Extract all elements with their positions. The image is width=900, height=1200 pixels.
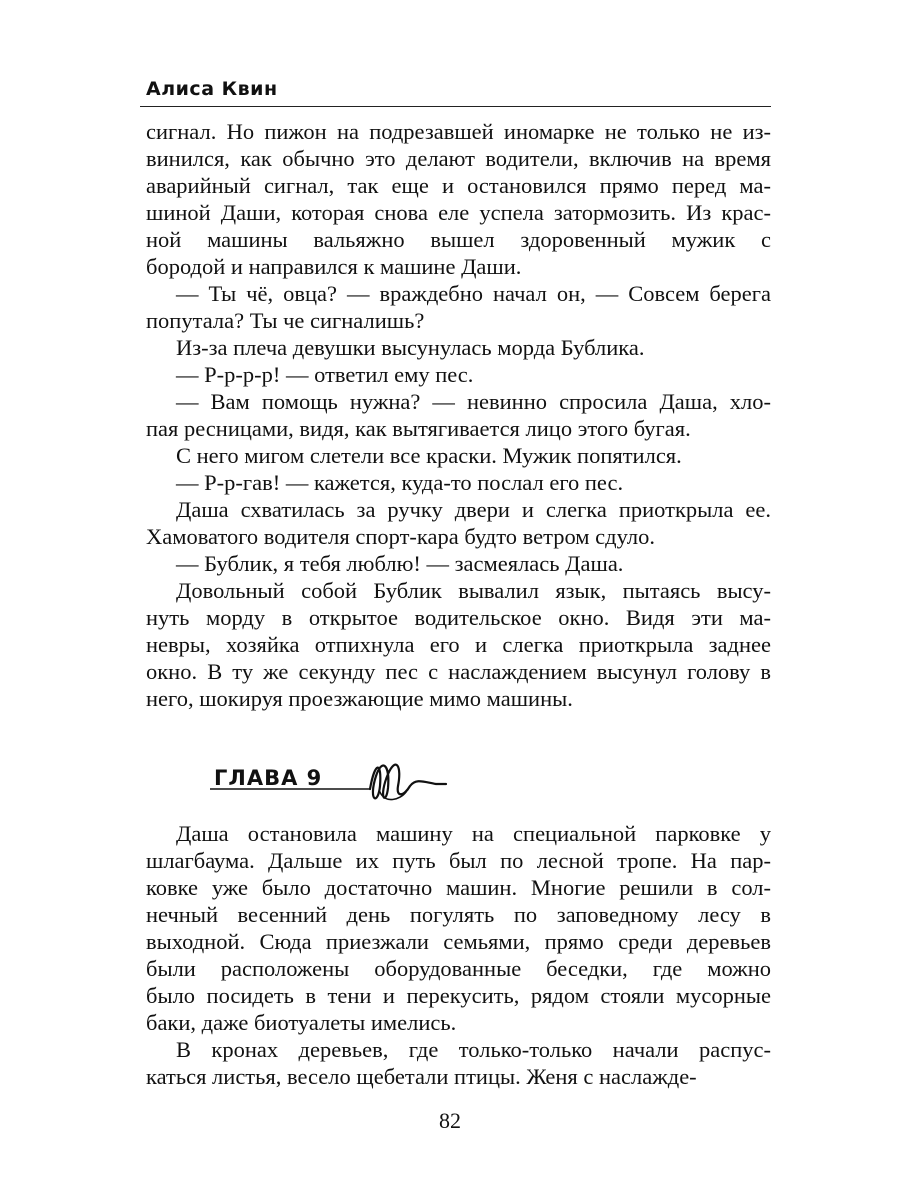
running-head-author: Алиса Квин: [146, 78, 278, 100]
text-line: Хамоватого водителя спорт-кара будто ветром сдуло.: [146, 524, 655, 549]
paragraph: [146, 361, 771, 388]
text-line: шлагбаума. Дальше их путь был по лесной тропе. На пар-: [146, 848, 771, 873]
text-line: были расположены оборудованные беседки, где можно: [146, 956, 771, 981]
text-line: баки, даже биотуалеты имелись.: [146, 1010, 457, 1035]
page-number: 82: [439, 1108, 461, 1133]
paragraph: [146, 577, 771, 712]
paragraph: [146, 550, 771, 577]
paragraph: [146, 1036, 771, 1090]
text-line: каться листья, весело щебетали птицы. Женя с наслажде-: [146, 1064, 697, 1089]
text-line: Довольный собой Бублик вывалил язык, пытаясь высу-: [176, 578, 771, 603]
text-line: — Р-р-р-р! — ответил ему пес.: [176, 362, 474, 387]
text-line: ной машины вальяжно вышел здоровенный мужик с: [146, 227, 771, 252]
text-line: В кронах деревьев, где только-только начали распус-: [176, 1037, 771, 1062]
text-line: аварийный сигнал, так еще и остановился прямо перед ма-: [146, 173, 771, 198]
text-line: С него мигом слетели все краски. Мужик попятился.: [176, 443, 682, 468]
paragraph: [146, 442, 771, 469]
text-line: бородой и направился к машине Даши.: [146, 254, 522, 279]
paragraph: [146, 334, 771, 361]
text-line: выходной. Сюда приезжали семьями, прямо среди деревьев: [146, 929, 771, 954]
text-line: него, шокируя проезжающие мимо машины.: [146, 686, 573, 711]
text-block-bottom: [146, 820, 771, 1090]
text-line: — Бублик, я тебя люблю! — засмеялась Даша.: [176, 551, 624, 576]
header-rule: [140, 106, 771, 107]
text-line: попутала? Ты че сигналишь?: [146, 308, 425, 333]
text-line: шиной Даши, которая снова еле успела затормозить. Из крас-: [146, 200, 771, 225]
paragraph: [146, 118, 771, 280]
text-line: нуть морду в открытое водительское окно. Видя эти ма-: [146, 605, 771, 630]
paragraph: [146, 388, 771, 442]
text-line: — Ты чё, овца? — враждебно начал он, — Совсем берега: [176, 281, 771, 306]
text-line: — Р-р-гав! — кажется, куда-то послал его пес.: [176, 470, 624, 495]
text-line: было посидеть в тени и перекусить, рядом стояли мусорные: [146, 983, 771, 1008]
text-line: нечный весенний день погулять по заповедному лесу в: [146, 902, 771, 927]
text-line: сигнал. Но пижон на подрезавшей иномарке не только не из-: [146, 119, 771, 144]
text-line: пая ресницами, видя, как вытягивается лицо этого бугая.: [146, 416, 691, 441]
paragraph: [146, 469, 771, 496]
text-block-top: [146, 118, 771, 712]
text-line: винился, как обычно это делают водители, включив на время: [146, 146, 771, 171]
text-line: Из-за плеча девушки высунулась морда Бублика.: [176, 335, 645, 360]
text-line: — Вам помощь нужна? — невинно спросила Даша, хло-: [176, 389, 771, 414]
paragraph: [146, 820, 771, 1036]
text-line: Даша схватилась за ручку двери и слегка приоткрыла ее.: [176, 497, 771, 522]
text-line: Даша остановила машину на специальной парковке у: [176, 821, 771, 846]
text-line: ковке уже было достаточно машин. Многие решили в сол-: [146, 875, 771, 900]
text-line: невры, хозяйка отпихнула его и слегка приоткрыла заднее: [146, 632, 771, 657]
text-line: окно. В ту же секунду пес с наслаждением высунул голову в: [146, 659, 771, 684]
chapter-heading: ГЛАВА 9: [214, 766, 323, 790]
paragraph: [146, 280, 771, 334]
paragraph: [146, 496, 771, 550]
